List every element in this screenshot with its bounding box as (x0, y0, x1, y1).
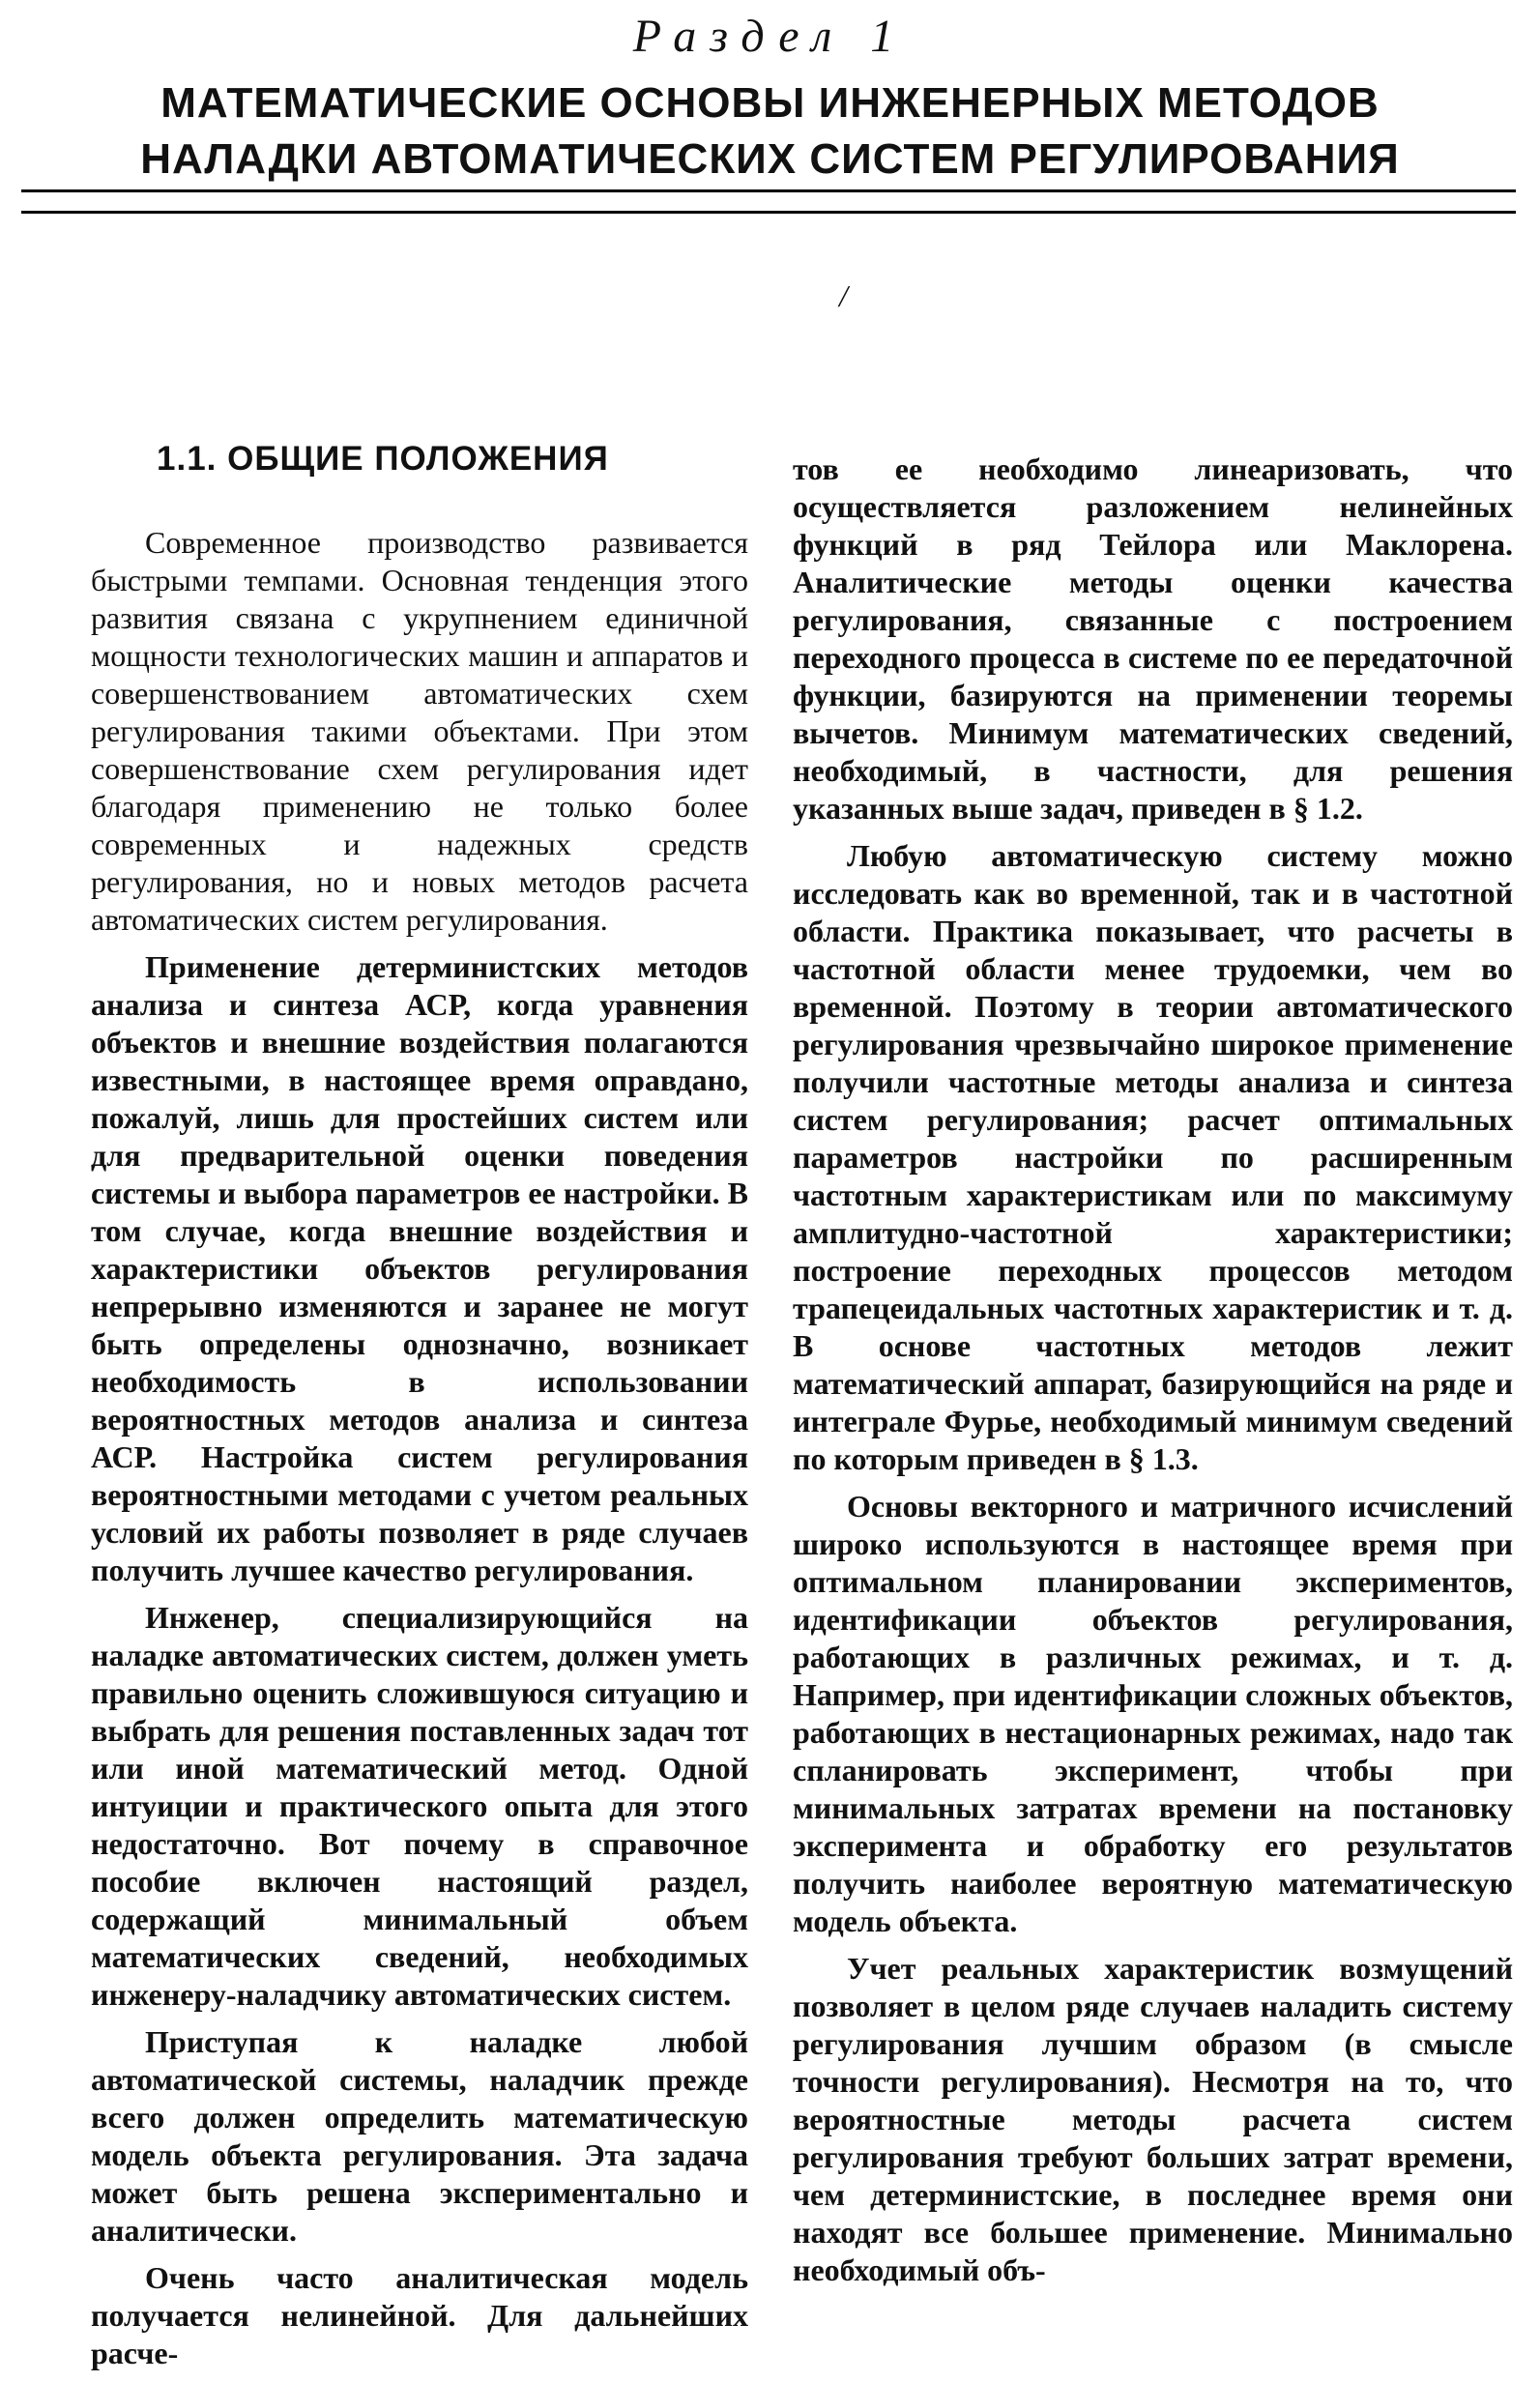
section-title-line-1: МАТЕМАТИЧЕСКИЕ ОСНОВЫ ИНЖЕНЕРНЫХ МЕТОДОВ (160, 79, 1380, 127)
section-title-line-2: НАЛАДКИ АВТОМАТИЧЕСКИХ СИСТЕМ РЕГУЛИРОВАНИЯ (140, 135, 1400, 183)
paragraph: Учет реальных характеристик возмущений позволяет в целом ряде случаев наладить систему регулирования лучшим образом (в смысле точности регулирования). Несмотря на то, что вероятностные методы расчета систем регулирования требуют больших затрат времени, чем детерминистские, в последнее время они находят все большее применение. Минимально необходимый объ- (793, 1951, 1513, 2287)
header-rule-top (21, 189, 1516, 192)
paragraph: Основы векторного и матричного исчислений широко используются в настоящее время при оптимальном планировании экспериментов, идентификации объектов регулирования, работающих в различных режимах, и т. д. Например, при идентификации сложных объектов, работающих в нестационарных режимах, надо так спланировать эксперимент, чтобы при минимальных затратах времени на постановку эксперимента и обработку его результатов получить наиболее вероятную математическую модель объекта. (793, 1489, 1513, 1938)
subsection-heading: 1.1. ОБЩИЕ ПОЛОЖЕНИЯ (157, 440, 609, 478)
stray-mark: / (839, 278, 848, 313)
paragraph: Приступая к наладке любой автоматической системы, наладчик прежде всего должен определить математическую модель объекта регулирования. Эта задача может быть решена экспериментально и аналитически. (91, 2024, 748, 2248)
header-rule-bottom (21, 211, 1516, 214)
paragraph: Применение детерминистских методов анализа и синтеза АСР, когда уравнения объектов и внешние воздействия полагаются известными, в настоящее время оправдано, пожалуй, лишь для простейших систем или для предварительной оценки поведения системы и выбора параметров ее настройки. В том случае, когда внешние воздействия и характеристики объектов регулирования непрерывно изменяются и заранее не могут быть определены однозначно, возникает необходимость в использовании вероятностных методов анализа и синтеза АСР. Настройка систем регулирования вероятностными методами с учетом реальных условий их работы позволяет в ряде случаев получить лучшее качество регулирования. (91, 949, 748, 1587)
paragraph: Очень часто аналитическая модель получается нелинейной. Для дальнейших расче- (91, 2260, 748, 2370)
section-label: Раздел 1 (632, 11, 908, 62)
right-column (793, 450, 1513, 2299)
left-column (91, 440, 748, 2382)
section-title (58, 75, 1482, 188)
paragraph: тов ее необходимо линеаризовать, что осуществляется разложением нелинейных функций в ряд Тейлора или Маклорена. Аналитические методы оценки качества регулирования, связанные с построением переходного процесса в системе по ее передаточной функции, базируются на применении теоремы вычетов. Минимум математических сведений, необходимый, в частности, для решения указанных выше задач, приведен в § 1.2. (793, 451, 1513, 826)
paragraph: Современное производство развивается быстрыми темпами. Основная тенденция этого развития связана с укрупнением единичной мощности технологических машин и аппаратов и совершенствованием автоматических схем регулирования такими объектами. При этом совершенствование схем регулирования идет благодаря применению не только более современных и надежных средств регулирования, но и новых методов расчета автоматических систем регулирования. (91, 525, 748, 937)
paragraph: Инженер, специализирующийся на наладке автоматических систем, должен уметь правильно оценить сложившуюся ситуацию и выбрать для решения поставленных задач тот или иной математический метод. Одной интуиции и практического опыта для этого недостаточно. Вот почему в справочное пособие включен настоящий раздел, содержащий минимальный объем математических сведений, необходимых инженеру-наладчику автоматических систем. (91, 1600, 748, 2012)
paragraph: Любую автоматическую систему можно исследовать как во временной, так и в частотной области. Практика показывает, что расчеты в частотной области менее трудоемки, чем во временной. Поэтому в теории автоматического регулирования чрезвычайно широкое применение получили частотные методы анализа и синтеза систем регулирования; расчет оптимальных параметров настройки по расширенным частотным характеристикам или по максимуму амплитудно-частотной характеристики; построение переходных процессов методом трапецеидальных частотных характеристик и т. д. В основе частотных методов лежит математический аппарат, базирующийся на ряде и интеграле Фурье, необходимый минимум сведений по которым приведен в § 1.3. (793, 838, 1513, 1476)
